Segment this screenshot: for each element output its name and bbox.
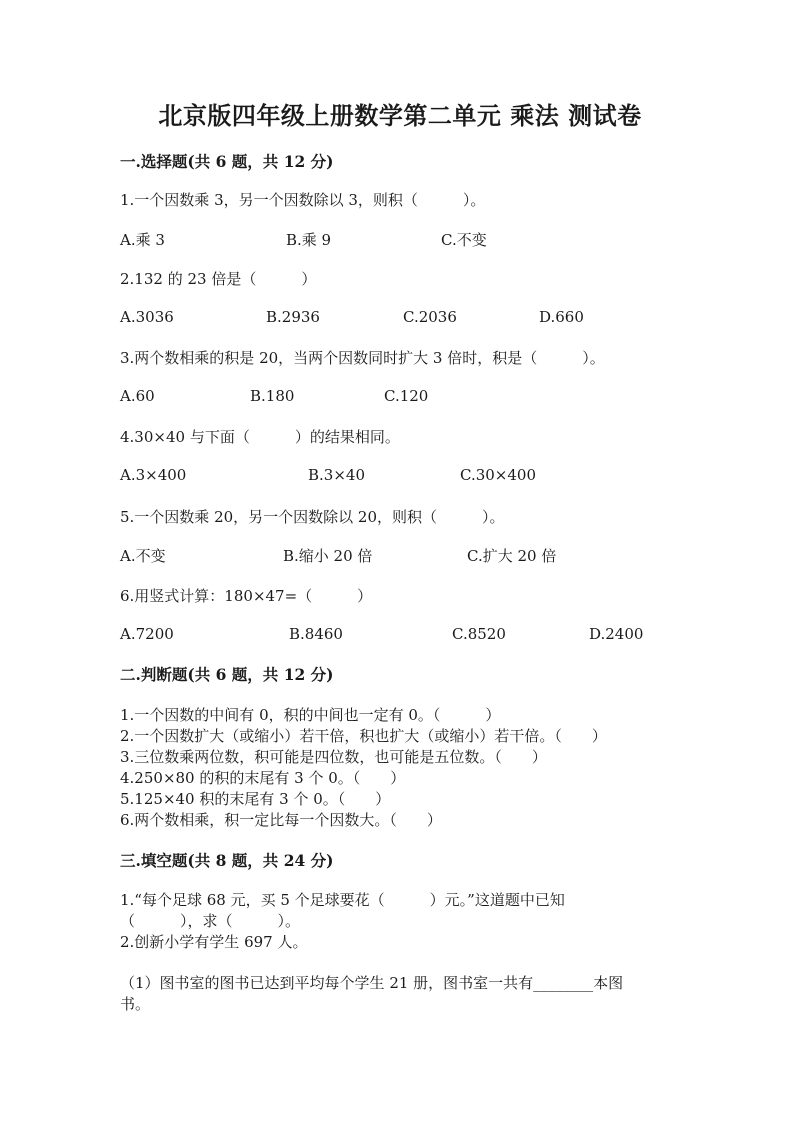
judgement-item: 2.一个因数扩大（或缩小）若干倍，积也扩大（或缩小）若干倍。（ ） — [120, 727, 607, 745]
fill-question-line: 1.“每个足球 68 元，买 5 个足球要花（ ）元。”这道题中已知 — [120, 891, 565, 909]
fill-sub-question-line: 书。 — [120, 995, 151, 1013]
option-c: C.扩大 20 倍 — [467, 547, 557, 565]
option-d: D.660 — [539, 308, 584, 326]
fill-question-line: 2.创新小学有学生 697 人。 — [120, 933, 308, 951]
option-d: D.2400 — [589, 625, 644, 643]
section-heading-choice: 一.选择题(共 6 题，共 12 分) — [120, 152, 334, 171]
question-text: 4.30×40 与下面（ ）的结果相同。 — [120, 428, 400, 446]
option-c: C.30×400 — [460, 466, 536, 484]
question-text: 1.一个因数乘 3，另一个因数除以 3，则积（ ）。 — [120, 191, 486, 209]
option-b: B.2936 — [266, 308, 320, 326]
option-b: B.8460 — [289, 625, 343, 643]
option-b: B.3×40 — [308, 466, 365, 484]
option-a: A.3×400 — [120, 466, 187, 484]
option-b: B.缩小 20 倍 — [283, 547, 373, 565]
question-text: 3.两个数相乘的积是 20，当两个因数同时扩大 3 倍时，积是（ ）。 — [120, 349, 605, 367]
judgement-item: 1.一个因数的中间有 0，积的中间也一定有 0。（ ） — [120, 706, 501, 724]
option-c: C.8520 — [452, 625, 506, 643]
question-text: 6.用竖式计算：180×47=（ ） — [120, 587, 373, 605]
fill-sub-question-line: （1）图书室的图书已达到平均每个学生 21 册，图书室一共有________本图 — [120, 974, 624, 992]
option-c: C.2036 — [403, 308, 457, 326]
option-c: C.120 — [384, 387, 429, 405]
option-a: A.7200 — [120, 625, 174, 643]
option-a: A.乘 3 — [120, 231, 165, 249]
option-a: A.60 — [120, 387, 155, 405]
judgement-item: 6.两个数相乘，积一定比每一个因数大。（ ） — [120, 811, 442, 829]
option-b: B.180 — [250, 387, 295, 405]
fill-question-line: （ ），求（ ）。 — [120, 912, 301, 930]
judgement-item: 5.125×40 积的末尾有 3 个 0。（ ） — [120, 790, 391, 808]
section-heading-fill-in: 三.填空题(共 8 题，共 24 分) — [120, 851, 334, 870]
question-text: 5.一个因数乘 20，另一个因数除以 20，则积（ ）。 — [120, 508, 505, 526]
judgement-item: 3.三位数乘两位数，积可能是四位数，也可能是五位数。（ ） — [120, 748, 547, 766]
option-b: B.乘 9 — [286, 231, 332, 249]
option-c: C.不变 — [441, 231, 487, 249]
option-a: A.3036 — [120, 308, 174, 326]
page-title: 北京版四年级上册数学第二单元 乘法 测试卷 — [158, 101, 642, 130]
judgement-item: 4.250×80 的积的末尾有 3 个 0。（ ） — [120, 769, 406, 787]
section-heading-judgement: 二.判断题(共 6 题，共 12 分) — [120, 665, 334, 684]
question-text: 2.132 的 23 倍是（ ） — [120, 270, 317, 288]
option-a: A.不变 — [120, 547, 166, 565]
